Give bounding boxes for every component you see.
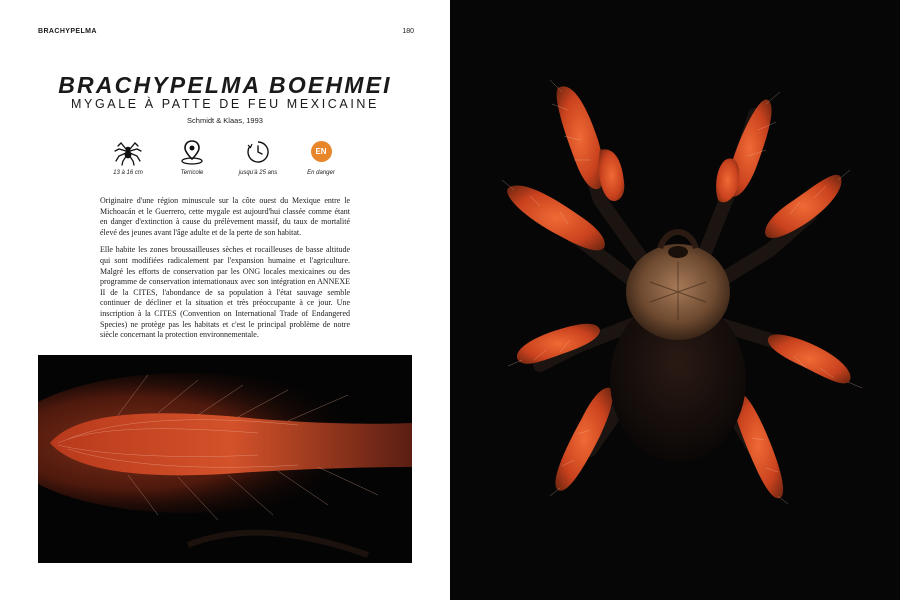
page-number: 180 <box>402 28 414 35</box>
spider-photo <box>450 0 900 600</box>
lifespan-label: jusqu'à 25 ans <box>238 170 278 176</box>
species-title: BRACHYPELMA BOEHMEI <box>58 72 392 98</box>
running-head: BRACHYPELMA <box>38 28 97 35</box>
body-text <box>100 196 350 348</box>
habitat-fact <box>162 138 222 176</box>
lifespan-fact <box>228 138 288 176</box>
body-paragraph: Originaire d'une région minuscule sur la côte ouest du Mexique entre le Michoacán et le Guerrero, cette mygale est aujourd'hui classée comme étant en danger d'extinction à cause du prélèvement massif, du taux de mortalité élevé des jeunes avant l'âge adulte et de la perte de son habitat. <box>100 196 350 237</box>
species-authority: Schmidt & Klaas, 1993 <box>187 116 263 125</box>
size-fact <box>98 138 158 176</box>
timer-icon <box>243 138 273 166</box>
spider-icon <box>113 138 143 166</box>
location-pin-icon <box>177 138 207 166</box>
species-common-name: MYGALE À PATTE DE FEU MEXICAINE <box>71 97 379 111</box>
leg-detail-photo <box>38 355 412 563</box>
spider-photo-page <box>450 0 900 600</box>
conservation-label: En danger <box>307 170 335 176</box>
conservation-fact <box>291 138 351 176</box>
size-label: 13 à 16 cm <box>113 170 143 176</box>
body-paragraph: Elle habite les zones broussailleuses sèches et rocailleuses de basse altitude qui sont modifiées radicalement par l'expansion humaine et l'agriculture. Malgré les efforts de conservation par les ONG locales mexicaines ou des programme de conservation internationaux avec son intégration en ANNEXE II de la CITES, l'abondance de sa population à l'état sauvage semble continuer de décliner et la situation et très préoccupante à ce jour. Une inscription à la CITES (Convention on International Trade of Endangered Species) ne protège pas les habitats et c'est le principal problème de notre siècle concernant la protection environnementale. <box>100 245 350 340</box>
habitat-label: Terricole <box>180 170 204 176</box>
endangered-badge: EN <box>311 141 332 162</box>
